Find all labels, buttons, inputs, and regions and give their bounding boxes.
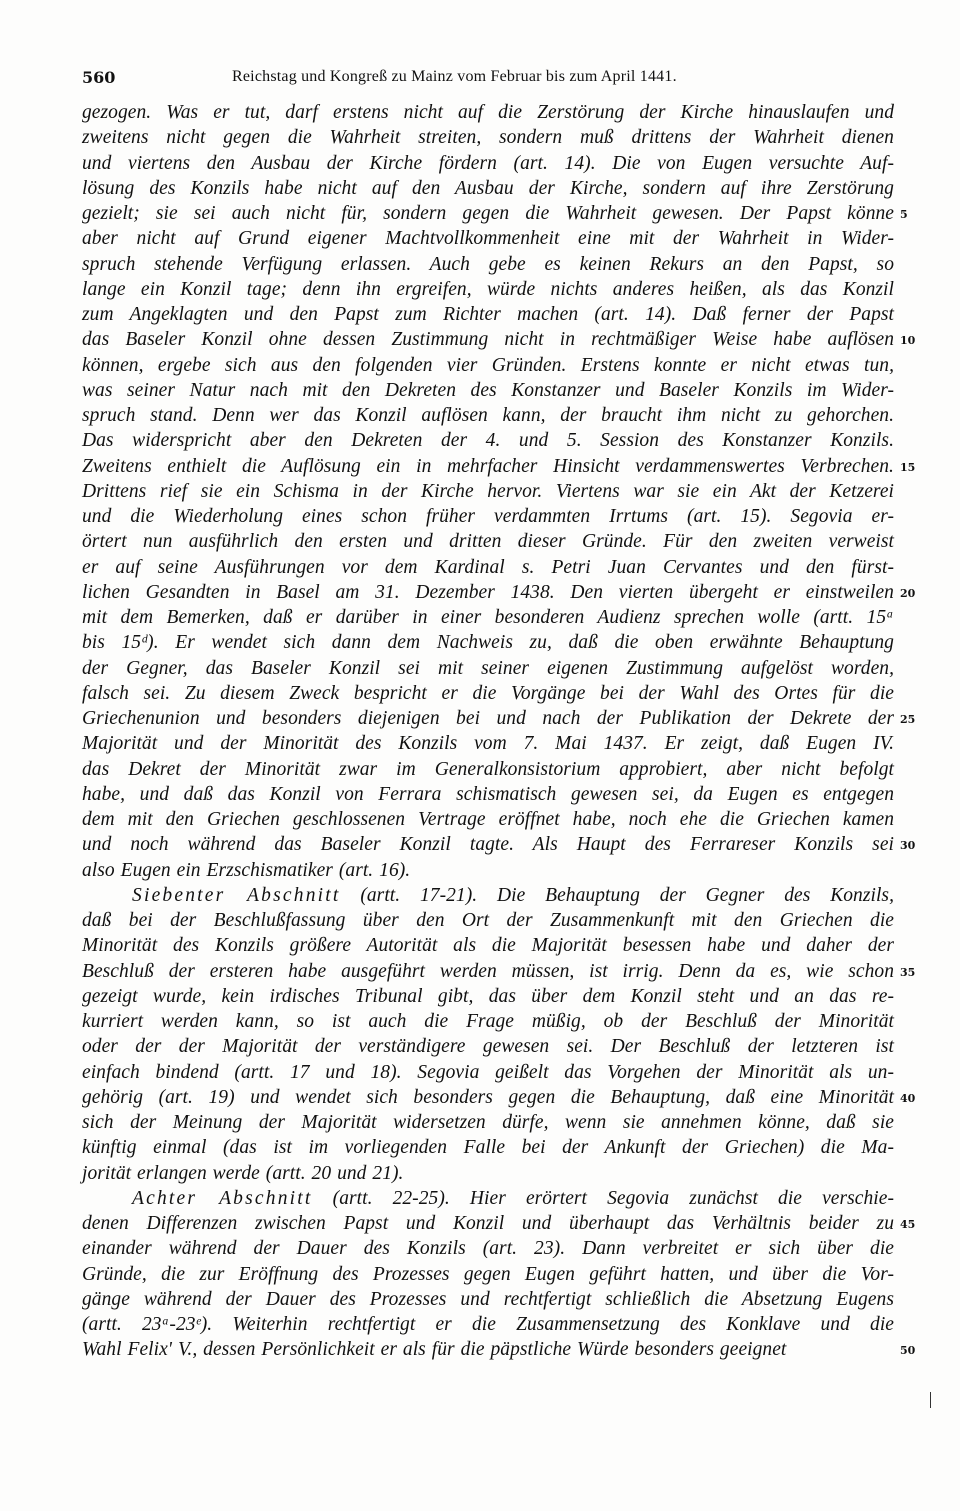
line-text: Wahl Felix' V., dessen Persönlichkeit er als für die päpstliche Würde besonders geeignet <box>82 1339 787 1361</box>
line-text: Gründe, die zur Eröffnung des Prozesses gegen Eugen geführt hatten, und über die Vor- <box>82 1263 894 1285</box>
text-line <box>82 252 894 277</box>
line-text: lichen Gesandten in Basel am 31. Dezember 1438. Den vierten übergeht er einstweilen <box>82 581 894 603</box>
text-line <box>82 378 894 403</box>
text-line <box>82 479 894 504</box>
text-line <box>82 428 894 453</box>
text-line <box>82 1034 894 1059</box>
line-text: denen Differenzen zwischen Papst und Konzil und überhaupt das Verhältnis beider zu <box>82 1213 894 1234</box>
line-text: künftig einmal (das ist im vorliegenden Falle bei der Ankunft der Griechen) die Ma- <box>82 1137 894 1159</box>
line-text: und noch während das Baseler Konzil tagte. Als Haupt des Ferrareser Konzils sei <box>82 834 894 856</box>
text-line <box>82 832 894 857</box>
line-text: (artt. 22-25). Hier erörtert Segovia zunächst die verschie- <box>312 1187 895 1209</box>
text-line <box>82 807 894 832</box>
text-line <box>82 908 894 933</box>
text-line <box>82 1262 894 1287</box>
line-text: Majorität und der Minorität des Konzils vom 7. Mai 1437. Er zeigt, daß Eugen IV. <box>82 733 894 755</box>
line-text: Minorität des Konzils größere Autorität als die Majorität besessen habe und daher der <box>82 935 894 957</box>
line-text: Drittens rief sie ein Schisma in der Kirche hervor. Viertens war sie ein Akt der Ketzerei <box>82 480 894 502</box>
text-line <box>82 605 894 630</box>
text-line <box>82 100 894 125</box>
text-line <box>82 1135 894 1160</box>
line-text: jorität erlangen werde (artt. 20 und 21). <box>82 1162 404 1184</box>
text-line <box>82 1110 894 1135</box>
line-text: spruch stand. Denn wer das Konzil auflösen kann, der braucht ihm nicht zu gehorchen. <box>82 405 894 426</box>
text-line <box>82 302 894 327</box>
body-text <box>82 100 894 1363</box>
line-text: oder der der Majorität der verständigere gewesen sei. Der Beschluß der letzteren ist <box>82 1036 894 1058</box>
line-text: örtert nun ausführlich den ersten und dritten dieser Gründe. Für den zweiten verweist <box>82 531 894 553</box>
text-line <box>82 1312 894 1337</box>
text-line <box>82 883 894 908</box>
line-text: Zweitens enthielt die Auflösung ein in mehrfacher Hinsicht verdammenswertes Verbrechen. <box>82 455 894 477</box>
text-line <box>82 1060 894 1085</box>
text-line <box>82 353 894 378</box>
line-text: zweitens nicht gegen die Wahrheit streiten, sondern muß drittens der Wahrheit dienen <box>82 127 894 149</box>
text-line <box>82 580 894 605</box>
text-line <box>82 1287 894 1312</box>
line-number: 25 <box>900 713 916 726</box>
line-text: gänge während der Dauer des Prozesses und rechtfertigt schließlich die Absetzung Eugens <box>82 1288 894 1310</box>
text-line <box>82 984 894 1009</box>
line-text: er auf seine Ausführungen vor dem Kardinal s. Petri Juan Cervantes und den fürst- <box>82 556 894 578</box>
page-header <box>82 64 902 92</box>
section-heading: Siebenter Abschnitt <box>132 884 341 906</box>
text-line <box>82 1085 894 1110</box>
text-line <box>82 1236 894 1261</box>
line-number: 45 <box>900 1218 916 1231</box>
line-number: 30 <box>900 839 916 853</box>
line-number: 50 <box>900 1344 916 1358</box>
text-line <box>82 731 894 756</box>
text-line <box>82 1186 894 1211</box>
line-text: bis 15ᵈ). Er wendet sich dann dem Nachweis zu, daß die oben erwähnte Behauptung <box>82 632 894 654</box>
line-text: falsch sei. Zu diesem Zweck bespricht er die Vorgänge bei der Wahl des Ortes für die <box>82 682 894 704</box>
text-line <box>82 1009 894 1034</box>
line-text: zum Angeklagten und den Papst zum Richter machen (art. 14). Daß ferner der Papst <box>82 304 894 325</box>
text-line <box>82 125 894 150</box>
text-line <box>82 782 894 807</box>
text-line <box>82 504 894 529</box>
line-text: mit dem Bemerken, daß er darüber in einer besonderen Audienz sprechen wolle (artt. 15ᵃ <box>82 607 894 628</box>
text-line <box>82 529 894 554</box>
line-text: gezeigt wurde, kein irdisches Tribunal gibt, das über dem Konzil steht und an das re- <box>82 985 894 1007</box>
line-text: gezogen. Was er tut, darf erstens nicht auf die Zerstörung der Kirche hinauslaufen und <box>82 102 894 123</box>
text-line <box>82 681 894 706</box>
text-line <box>82 706 894 731</box>
text-line <box>82 1337 894 1362</box>
text-line <box>82 277 894 302</box>
text-line <box>82 656 894 681</box>
text-line <box>82 176 894 201</box>
text-line <box>82 858 894 883</box>
line-text: also Eugen ein Erzschismatiker (art. 16). <box>82 859 411 881</box>
text-line <box>82 630 894 655</box>
text-line <box>82 403 894 428</box>
text-line <box>82 201 894 226</box>
line-text: lösung des Konzils habe nicht auf den Ausbau der Kirche, sondern auf ihre Zerstörung <box>82 177 894 199</box>
text-line <box>82 933 894 958</box>
line-text: Beschluß der ersteren habe ausgeführt werden müssen, ist irrig. Denn da es, wie schon <box>82 960 894 982</box>
line-number: 10 <box>900 334 916 348</box>
text-line <box>82 151 894 176</box>
line-text: spruch stehende Verfügung erlassen. Auch gebe es keinen Rekurs an den Papst, so <box>82 253 894 275</box>
text-line <box>82 327 894 352</box>
text-line <box>82 226 894 251</box>
line-text: (artt. 23ᵃ-23ᵉ). Weiterhin rechtfertigt er die Zusammensetzung des Konklave und die <box>82 1314 894 1335</box>
line-text: einfach bindend (artt. 17 und 18). Segovia geißelt das Vorgehen der Minorität als un- <box>82 1061 894 1083</box>
line-number: 20 <box>900 586 916 600</box>
text-line <box>82 555 894 580</box>
line-text: einander während der Dauer des Konzils (art. 23). Dann verbreitet er sich über die <box>82 1238 894 1260</box>
line-text: habe, und daß das Konzil von Ferrara schismatisch gewesen sei, da Eugen es entgegen <box>82 783 894 805</box>
page-number: 560 <box>82 68 116 87</box>
running-head: Reichstag und Kongreß zu Mainz vom Februar bis zum April 1441. <box>232 68 677 85</box>
text-line <box>82 959 894 984</box>
text-line <box>82 1211 894 1236</box>
line-text: aber nicht auf Grund eigener Machtvollkommenheit eine mit der Wahrheit in Wider- <box>82 228 894 250</box>
line-text: das Dekret der Minorität zwar im Generalkonsistorium approbiert, aber nicht befolgt <box>82 758 894 780</box>
section-heading: Achter Abschnitt <box>132 1187 313 1209</box>
line-text: gezielt; sie sei auch nicht für, sondern gegen die Wahrheit gewesen. Der Papst könne <box>82 203 894 224</box>
line-text: das Baseler Konzil ohne dessen Zustimmung nicht in rechtmäßiger Weise habe auflösen <box>82 329 894 351</box>
line-text: sich der Meinung der Majorität widersetzen dürfe, wenn sie annehmen könne, daß sie <box>82 1112 894 1133</box>
line-text: was seiner Natur nach mit den Dekreten des Konstanzer und Baseler Konzils im Wider- <box>82 379 894 401</box>
line-number: 5 <box>900 208 908 221</box>
line-text: gehörig (art. 19) und wendet sich besonders gegen die Behauptung, daß eine Minorität <box>82 1086 894 1108</box>
margin-mark <box>930 1392 931 1408</box>
line-text: daß bei der Beschlußfassung über den Ort der Zusammenkunft mit den Griechen die <box>82 910 894 931</box>
line-text: Das widerspricht aber den Dekreten der 4. und 5. Session des Konstanzer Konzils. <box>82 430 894 452</box>
text-line <box>82 757 894 782</box>
line-number: 40 <box>900 1091 916 1105</box>
line-text: Griechenunion und besonders diejenigen bei und nach der Publikation der Dekrete der <box>82 708 894 729</box>
line-text: dem mit den Griechen geschlossenen Vertrage eröffnet habe, noch ehe die Griechen kamen <box>82 809 894 830</box>
line-text: können, ergebe sich aus den folgenden vier Gründen. Erstens konnte er nicht etwas tun, <box>82 354 894 376</box>
text-line <box>82 1161 894 1186</box>
line-text: lange ein Konzil tage; denn ihn ergreifen, würde nichts anderes heißen, als das Konzil <box>82 278 894 300</box>
line-text: und viertens den Ausbau der Kirche fördern (art. 14). Die von Eugen versuchte Auf- <box>82 152 894 174</box>
line-text: und die Wiederholung eines schon früher verdammten Irrtums (art. 15). Segovia er- <box>82 506 894 527</box>
line-text: kurriert werden kann, so ist auch die Frage müßig, ob der Beschluß der Minorität <box>82 1011 894 1032</box>
line-text: (artt. 17-21). Die Behauptung der Gegner des Konzils, <box>340 884 894 906</box>
text-line <box>82 454 894 479</box>
line-number: 35 <box>900 965 916 979</box>
line-number: 15 <box>900 460 916 474</box>
line-text: der Gegner, das Baseler Konzil sei mit seiner eigenen Zustimmung aufgelöst worden, <box>82 657 894 679</box>
